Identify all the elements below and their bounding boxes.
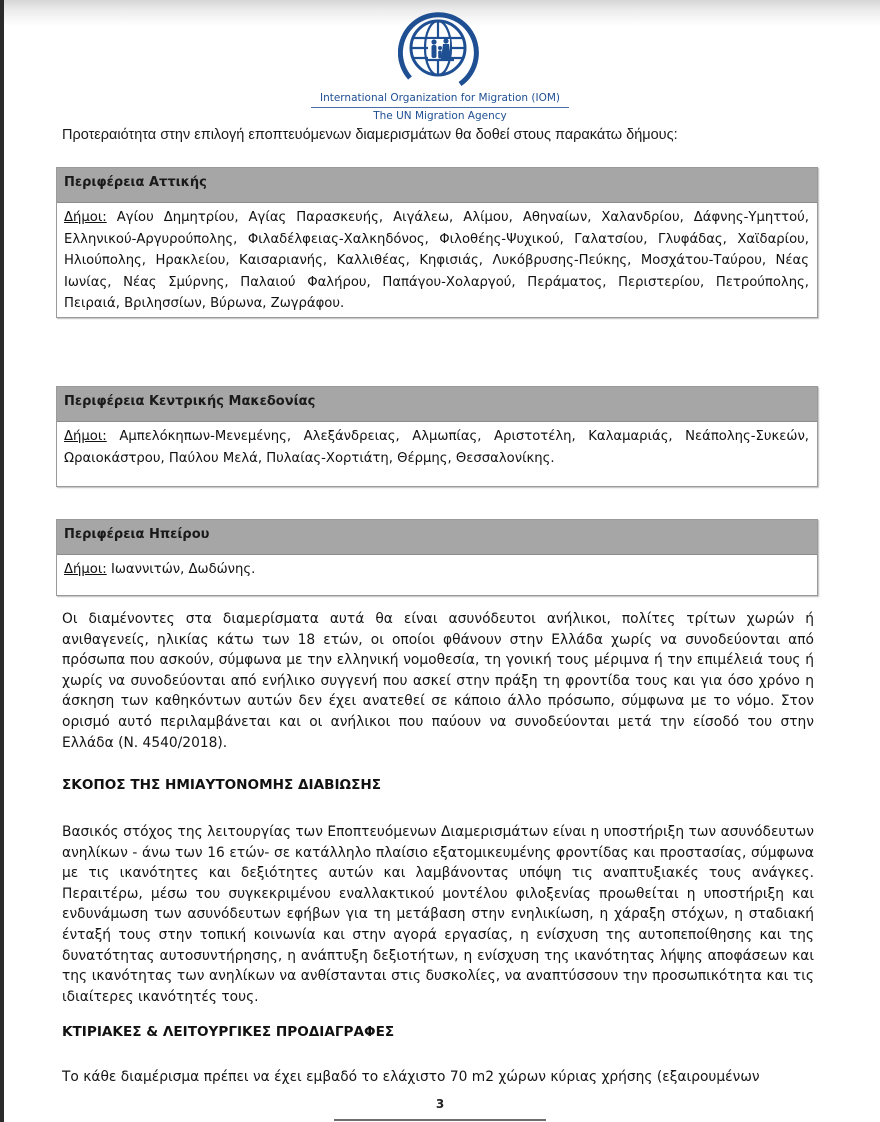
municipalities-label: Δήμοι: [64, 429, 107, 444]
region-title: Περιφέρεια Κεντρικής Μακεδονίας [57, 387, 817, 422]
region-municipalities [57, 555, 817, 595]
municipalities-label: Δήμοι: [64, 562, 107, 577]
window-left-edge [0, 0, 4, 1122]
logo-divider [311, 107, 569, 108]
region-municipalities [57, 422, 817, 486]
region-municipalities [57, 203, 817, 317]
region-box-attica [56, 167, 818, 318]
page-number: 3 [435, 1097, 445, 1111]
municipalities-list: Ιωαννιτών, Δωδώνης. [110, 562, 256, 577]
region-title: Περιφέρεια Αττικής [57, 168, 817, 203]
paragraph-purpose: Βασικός στόχος της λειτουργίας των Εποπτευόμενων Διαμερισμάτων είναι η υποστήριξη των ασυνόδευτων ανηλίκων - άνω των 16 ετών- σε κατάλληλο πλαίσιο εξατομικευμένης φροντίδας και προστασίας, σύμφωνα με τις ικανότητες και δεξιότητες αυτών και λαμβάνοντας υπόψη τις αναπτυξιακές τους ανάγκες. Περαιτέρω, μέσω του συγκεκριμένου εναλλακτικού μοντέλου φιλοξενίας προωθείται η υποστήριξη και ενδυνάμωση των ασυνόδευτων εφήβων για τη μετάβαση στην ενηλικίωση, η χάραξη στόχων, η σταδιακή ένταξή τους στην τοπική κοινωνία και στην αγορά εργασίας, η ενίσχυση της αυτοπεποίθησης και της δυνατότητας αυτοσυντήρησης, η ανάπτυξη δεξιοτήτων, η ενίσχυση της ικανότητας λήψης αποφάσεων και της ικανότητας των ανηλίκων να ανθίστανται στις δυσκολίες, να αναπτύσσουν την προσωπικότητα και τις ιδιαίτερες ικανότητές τους. [62, 824, 814, 1005]
municipalities-list: Αμπελόκηπων-Μενεμένης, Αλεξάνδρειας, Αλμωπίας, Αριστοτέλη, Καλαμαριάς, Νεάπολης-Συκεών, Ωραιοκάστρου, Παύλου Μελά, Πυλαίας-Χορτιάτη, Θέρμης, Θεσσαλονίκης. [64, 429, 809, 466]
footer-rule [334, 1119, 546, 1121]
iom-logo-icon [398, 8, 482, 90]
paragraph-specs: Το κάθε διαμέρισμα πρέπει να έχει εμβαδό το ελάχιστο 70 m2 χώρων κύριας χρήσης (εξαιρουμένων [62, 1069, 760, 1085]
intro-text: Προτεραιότητα στην επιλογή εποπτευόμενων διαμερισμάτων θα δοθεί στους παρακάτω δήμους: [62, 127, 678, 143]
heading-specs: ΚΤΙΡΙΑΚΕΣ & ΛΕΙΤΟΥΡΓΙΚΕΣ ΠΡΟΔΙΑΓΡΑΦΕΣ [62, 1024, 395, 1040]
iom-header [300, 8, 580, 122]
municipalities-label: Δήμοι: [64, 210, 107, 225]
region-box-epirus [56, 519, 818, 596]
heading-purpose: ΣΚΟΠΟΣ ΤΗΣ ΗΜΙΑΥΤΟΝΟΜΗΣ ΔΙΑΒΙΩΣΗΣ [62, 777, 382, 793]
org-name: International Organization for Migration (IOM) [319, 92, 561, 104]
municipalities-list: Αγίου Δημητρίου, Αγίας Παρασκευής, Αιγάλεω, Αλίμου, Αθηναίων, Χαλανδρίου, Δάφνης-Υμηττού, Ελληνικού-Αργυρούπολης, Φιλαδέλφειας-Χαλκηδόνος, Φιλοθέης-Ψυχικού, Γαλατσίου, Γλυφάδας, Χαϊδαρίου, Ηλιούπολης, Ηρακλείου, Καισαριανής, Καλλιθέας, Κηφισιάς, Λυκόβρυσης-Πεύκης, Μοσχάτου-Ταύρου, Νέας Ιωνίας, Νέας Σμύρνης, Παλαιού Φαλήρου, Παπάγου-Χολαργού, Περάματος, Περιστερίου, Πετρούπολης, Πειραιά, Βριλησσίων, Βύρωνα, Ζωγράφου. [64, 210, 809, 312]
paragraph-residents: Οι διαμένοντες στα διαμερίσματα αυτά θα είναι ασυνόδευτοι ανήλικοι, πολίτες τρίτων χωρών ή ανιθαγενείς, ηλικίας κάτω των 18 ετών, οι οποίοι φθάνουν στην Ελλάδα χωρίς να συνοδεύονται από πρόσωπα που ασκούν, σύμφωνα με την ελληνική νομοθεσία, τη γονική τους μέριμνα ή την επιμέλειά τους ή χωρίς να συνοδεύονται από ενήλικο συγγενή που ασκεί στην πράξη τη φροντίδα τους και για όσο χρόνο η άσκηση των καθηκόντων αυτών δεν έχει ανατεθεί σε κάποιο άλλο πρόσωπο, σύμφωνα με το νόμο. Στον ορισμό αυτό περιλαμβάνεται και οι ανήλικοι που παύουν να συνοδεύονται μετά την είσοδό του στην Ελλάδα (Ν. 4540/2018). [62, 611, 814, 751]
region-title: Περιφέρεια Ηπείρου [57, 520, 817, 555]
region-box-central-macedonia [56, 386, 818, 487]
org-tagline: The UN Migration Agency [373, 110, 507, 122]
